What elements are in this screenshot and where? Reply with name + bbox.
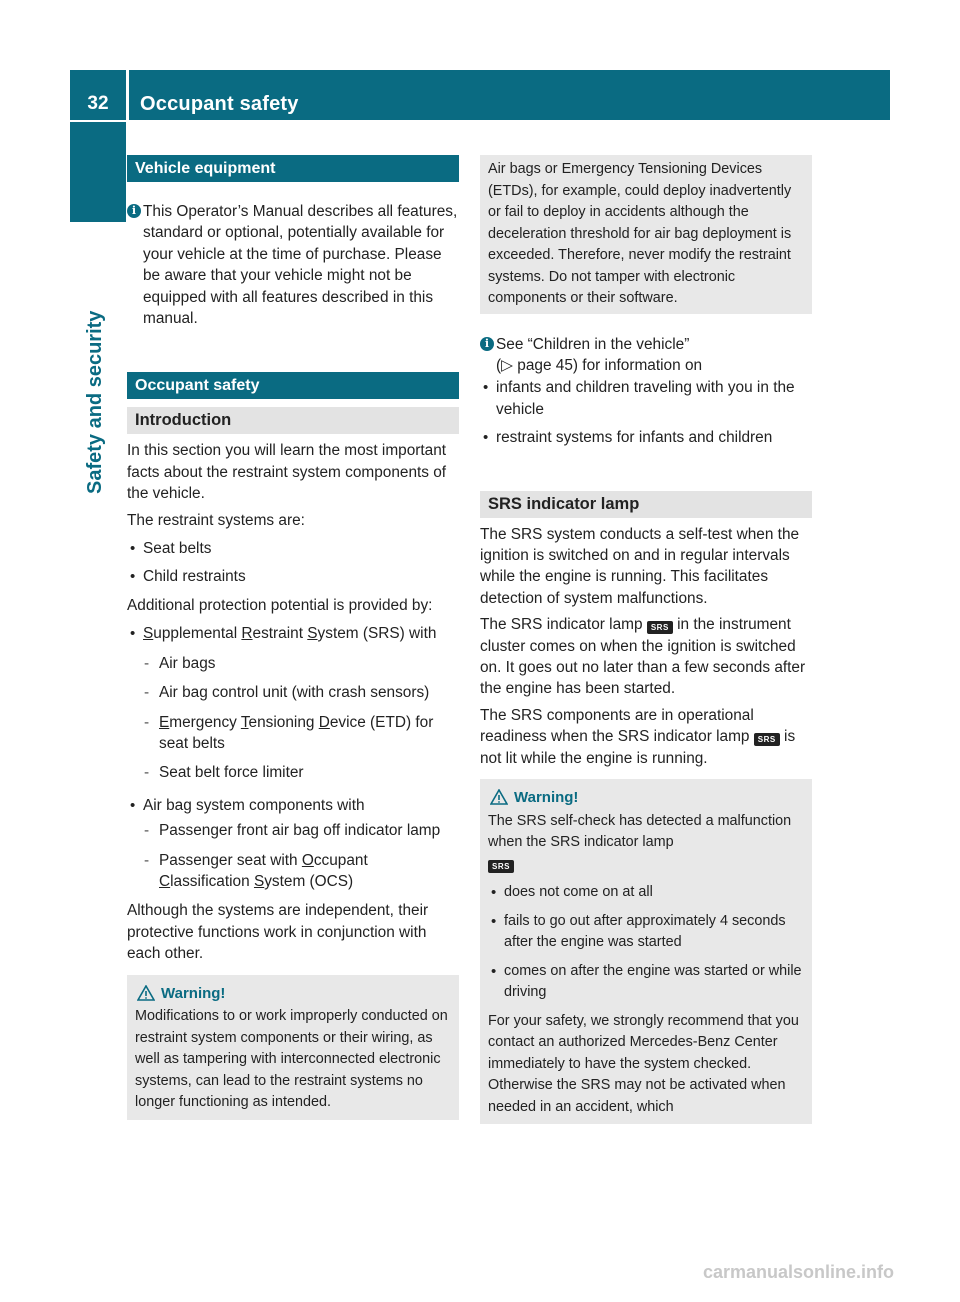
info-icon: i <box>127 204 141 218</box>
page-number: 32 <box>87 93 109 114</box>
warning-box-srs <box>480 779 812 1124</box>
sub-list-item: - Seat belt force limiter <box>127 762 459 783</box>
list-item: • does not come on at all <box>488 882 804 904</box>
srs-indicator-icon: SRS <box>754 733 780 746</box>
warning-box <box>127 975 459 1120</box>
list-item: • Child restraints <box>127 566 459 587</box>
sub-list-item-etd: - Emergency Tensioning Device (ETD) for seat belts <box>127 712 459 755</box>
page-reference-arrow-icon: ▷ <box>501 356 513 374</box>
intro-paragraph: In this section you will learn the most important facts about the restraint system components of the vehicle. <box>127 442 447 503</box>
srs-lamp-paragraph: The SRS indicator lamp SRS in the instrument cluster comes on when the ignition is switched on. It goes out no later than a few seconds after the engine has been started. <box>480 616 806 698</box>
left-column <box>127 155 459 1120</box>
restraint-systems-label: The restraint systems are: <box>127 511 305 529</box>
sub-list-item-ocs: - Passenger seat with Occupant Classification System (OCS) <box>127 850 459 893</box>
page-title: Occupant safety <box>140 93 299 115</box>
section-side-label: Safety and security <box>84 310 106 494</box>
watermark: carmanualsonline.info <box>702 1262 894 1282</box>
list-item: • infants and children traveling with you in the vehicle <box>480 377 812 420</box>
srs-readiness-paragraph: The SRS components are in operational readiness when the SRS indicator lamp SRS is not lit while the engine is running. <box>480 706 796 767</box>
warning-closing: For your safety, we strongly recommend that you contact an authorized Mercedes-Benz Center immediately to have the system checked. Otherwise the SRS may not be activated when needed in an accident, which <box>488 1012 799 1115</box>
sub-list-item: - Air bags <box>127 653 459 674</box>
sub-list-item: - Air bag control unit (with crash sensors) <box>127 682 459 703</box>
srs-indicator-icon: SRS <box>488 860 514 873</box>
closing-paragraph: Although the systems are independent, their protective functions work in conjunction with each other. <box>127 902 429 963</box>
srs-paragraph: The SRS system conducts a self-test when the ignition is switched on and in regular intervals while the engine is running. This facilitates detection of system malfunctions. <box>480 525 800 607</box>
list-item-srs: • Supplemental Restraint System (SRS) with <box>127 623 459 644</box>
list-item: • fails to go out after approximately 4 seconds after the engine was started <box>488 911 804 954</box>
info-icon: i <box>480 337 494 351</box>
occupant-safety-heading: Occupant safety <box>127 372 459 399</box>
vehicle-equipment-heading: Vehicle equipment <box>127 155 459 182</box>
introduction-heading: Introduction <box>127 407 459 434</box>
warning-title: Warning! <box>488 787 804 809</box>
list-item: • restraint systems for infants and children <box>480 427 812 448</box>
additional-protection-label: Additional protection potential is provided by: <box>127 596 433 614</box>
page-reference[interactable]: page 45) for information on <box>517 356 703 374</box>
warning-continuation-box <box>480 155 812 314</box>
header-divider <box>126 70 129 120</box>
warning-triangle-icon <box>490 789 508 805</box>
list-item: • comes on after the engine was started or while driving <box>488 961 804 1004</box>
right-column <box>480 155 812 1124</box>
srs-indicator-icon: SRS <box>647 621 673 634</box>
info-text: This Operator’s Manual describes all features, standard or optional, potentially available for your vehicle at the time of purchase. Please be aware that your vehicle might not be equipped with all features described in this manual. <box>143 203 458 328</box>
side-tab <box>70 122 126 222</box>
list-item: • Seat belts <box>127 538 459 559</box>
warning-title: Warning! <box>135 983 451 1005</box>
srs-indicator-heading: SRS indicator lamp <box>480 491 812 518</box>
warning-intro: The SRS self-check has detected a malfunction when the SRS indicator lamp SRS <box>488 812 792 871</box>
warning-text: Modifications to or work improperly conducted on restraint system components or their wiring, as well as tampering with interconnected electronic systems, can lead to the restraint systems no longer functioning as intended. <box>135 1008 448 1111</box>
info-note <box>127 201 459 329</box>
warning-triangle-icon <box>137 985 155 1001</box>
warning-continuation-text: Air bags or Emergency Tensioning Devices (ETDs), for example, could deploy inadvertently or fail to deploy in accidents although the deceleration threshold for air bag deployment is exceeded. Therefore, never modify the restraint systems. Do not tamper with electronic components or their software. <box>488 161 792 306</box>
sub-list-item: - Passenger front air bag off indicator lamp <box>127 820 459 841</box>
list-item: • Air bag system components with <box>127 795 459 816</box>
info-note-children: i See “Children in the vehicle” (▷ page 45) for information on <box>480 334 812 377</box>
